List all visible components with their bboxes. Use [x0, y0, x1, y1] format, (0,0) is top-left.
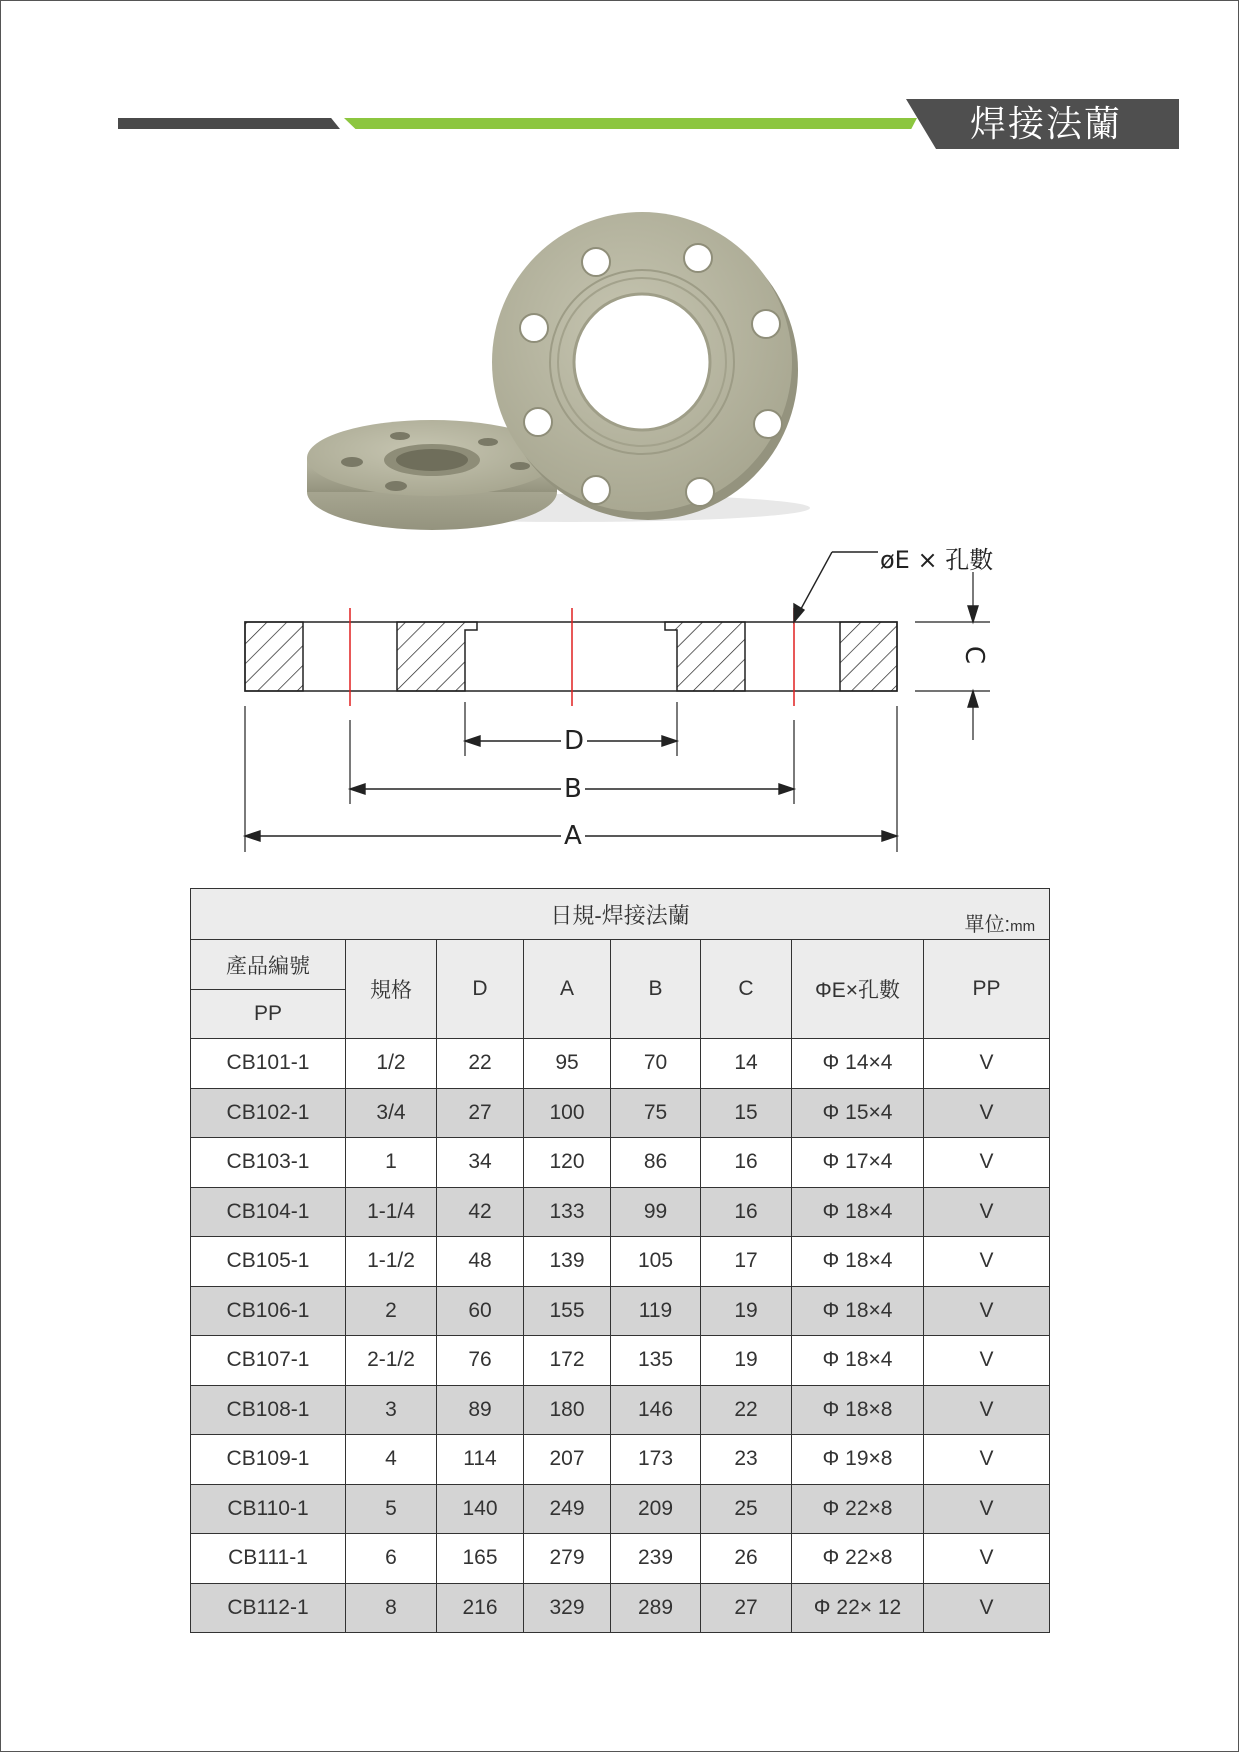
- cell-a: 95: [524, 1039, 611, 1089]
- cell-holes: Φ 22× 12: [792, 1583, 924, 1633]
- cell-d: 48: [437, 1237, 524, 1287]
- table-row: [191, 1435, 1050, 1485]
- table-row: [191, 1237, 1050, 1287]
- flange-outline: [245, 622, 897, 691]
- header-bar-dark: [118, 118, 340, 129]
- cell-size: 1-1/4: [346, 1187, 437, 1237]
- cell-c: 19: [701, 1336, 792, 1386]
- cell-b: 75: [611, 1088, 701, 1138]
- cell-b: 146: [611, 1385, 701, 1435]
- cell-holes: Φ 18×4: [792, 1286, 924, 1336]
- cell-code: CB109-1: [191, 1435, 346, 1485]
- header-holes: ΦE×孔數: [792, 940, 924, 1039]
- cell-code: CB104-1: [191, 1187, 346, 1237]
- dim-b-label: B: [561, 776, 585, 802]
- cell-pp: V: [924, 1583, 1050, 1633]
- cell-size: 1-1/2: [346, 1237, 437, 1287]
- table-row: [191, 1385, 1050, 1435]
- page-title: 焊接法蘭: [970, 103, 1123, 144]
- spec-table: [190, 888, 1050, 1633]
- header-b: B: [611, 940, 701, 1039]
- cell-size: 2: [346, 1286, 437, 1336]
- table-row: [191, 1039, 1050, 1089]
- cell-b: 99: [611, 1187, 701, 1237]
- dim-c-label: C: [961, 643, 987, 667]
- table-row: [191, 1534, 1050, 1584]
- cell-a: 279: [524, 1534, 611, 1584]
- cell-a: 155: [524, 1286, 611, 1336]
- cell-d: 140: [437, 1484, 524, 1534]
- cell-b: 135: [611, 1336, 701, 1386]
- cell-d: 89: [437, 1385, 524, 1435]
- table-row: [191, 1088, 1050, 1138]
- cell-size: 2-1/2: [346, 1336, 437, 1386]
- table-row: [191, 1336, 1050, 1386]
- cell-holes: Φ 22×8: [792, 1484, 924, 1534]
- table-body: [191, 1039, 1050, 1633]
- cell-code: CB110-1: [191, 1484, 346, 1534]
- cell-size: 1/2: [346, 1039, 437, 1089]
- table-row: [191, 1286, 1050, 1336]
- cell-a: 120: [524, 1138, 611, 1188]
- cell-d: 165: [437, 1534, 524, 1584]
- cell-pp: V: [924, 1435, 1050, 1485]
- cell-size: 8: [346, 1583, 437, 1633]
- header-material: PP: [191, 990, 346, 1039]
- cell-pp: V: [924, 1039, 1050, 1089]
- cell-a: 207: [524, 1435, 611, 1485]
- cell-size: 1: [346, 1138, 437, 1188]
- cell-d: 114: [437, 1435, 524, 1485]
- header-c: C: [701, 940, 792, 1039]
- header-product-code: 產品編號: [191, 940, 346, 990]
- header-pp: PP: [924, 940, 1050, 1039]
- cell-a: 172: [524, 1336, 611, 1386]
- cell-holes: Φ 18×4: [792, 1237, 924, 1287]
- table-row: [191, 1138, 1050, 1188]
- cell-c: 17: [701, 1237, 792, 1287]
- cell-pp: V: [924, 1385, 1050, 1435]
- table-row: [191, 1187, 1050, 1237]
- cell-code: CB108-1: [191, 1385, 346, 1435]
- cell-size: 3/4: [346, 1088, 437, 1138]
- cell-b: 70: [611, 1039, 701, 1089]
- cell-holes: Φ 17×4: [792, 1138, 924, 1188]
- cell-code: CB111-1: [191, 1534, 346, 1584]
- cell-b: 289: [611, 1583, 701, 1633]
- cell-a: 329: [524, 1583, 611, 1633]
- cell-a: 139: [524, 1237, 611, 1287]
- cell-pp: V: [924, 1534, 1050, 1584]
- cell-c: 23: [701, 1435, 792, 1485]
- cell-a: 249: [524, 1484, 611, 1534]
- cell-code: CB101-1: [191, 1039, 346, 1089]
- cell-size: 3: [346, 1385, 437, 1435]
- cell-b: 119: [611, 1286, 701, 1336]
- cell-c: 16: [701, 1138, 792, 1188]
- cross-section-drawing: [220, 530, 1020, 860]
- cell-holes: Φ 19×8: [792, 1435, 924, 1485]
- cell-c: 14: [701, 1039, 792, 1089]
- table-caption: [191, 889, 1050, 940]
- cell-a: 180: [524, 1385, 611, 1435]
- table-unit: 單位:mm: [964, 914, 1036, 936]
- cell-holes: Φ 18×4: [792, 1336, 924, 1386]
- cell-c: 19: [701, 1286, 792, 1336]
- cell-code: CB102-1: [191, 1088, 346, 1138]
- cell-holes: Φ 18×8: [792, 1385, 924, 1435]
- cell-pp: V: [924, 1484, 1050, 1534]
- cell-code: CB103-1: [191, 1138, 346, 1188]
- table-title: 日規-焊接法蘭: [550, 902, 690, 928]
- cell-b: 86: [611, 1138, 701, 1188]
- cell-a: 100: [524, 1088, 611, 1138]
- cell-d: 22: [437, 1039, 524, 1089]
- cell-pp: V: [924, 1286, 1050, 1336]
- cell-holes: Φ 14×4: [792, 1039, 924, 1089]
- cell-holes: Φ 22×8: [792, 1534, 924, 1584]
- table-row: [191, 1583, 1050, 1633]
- cell-c: 15: [701, 1088, 792, 1138]
- cell-code: CB112-1: [191, 1583, 346, 1633]
- cell-c: 16: [701, 1187, 792, 1237]
- cell-c: 22: [701, 1385, 792, 1435]
- cell-pp: V: [924, 1237, 1050, 1287]
- cell-size: 6: [346, 1534, 437, 1584]
- flange-photo: [290, 210, 850, 540]
- table-row: [191, 1484, 1050, 1534]
- cell-pp: V: [924, 1187, 1050, 1237]
- header-d: D: [437, 940, 524, 1039]
- cell-b: 239: [611, 1534, 701, 1584]
- header-size: 規格: [346, 940, 437, 1039]
- dim-d-label: D: [561, 728, 587, 754]
- cell-d: 60: [437, 1286, 524, 1336]
- cell-d: 34: [437, 1138, 524, 1188]
- hole-callout: øE × 孔數: [880, 546, 994, 574]
- cell-code: CB105-1: [191, 1237, 346, 1287]
- cell-c: 25: [701, 1484, 792, 1534]
- cell-d: 76: [437, 1336, 524, 1386]
- cell-d: 27: [437, 1088, 524, 1138]
- cell-size: 4: [346, 1435, 437, 1485]
- cell-b: 209: [611, 1484, 701, 1534]
- header-a: A: [524, 940, 611, 1039]
- cell-code: CB106-1: [191, 1286, 346, 1336]
- cell-pp: V: [924, 1088, 1050, 1138]
- cell-code: CB107-1: [191, 1336, 346, 1386]
- cell-holes: Φ 15×4: [792, 1088, 924, 1138]
- cell-size: 5: [346, 1484, 437, 1534]
- cell-c: 27: [701, 1583, 792, 1633]
- cell-pp: V: [924, 1138, 1050, 1188]
- cell-pp: V: [924, 1336, 1050, 1386]
- cell-d: 42: [437, 1187, 524, 1237]
- header-bar-green: [344, 118, 917, 129]
- cell-d: 216: [437, 1583, 524, 1633]
- cell-holes: Φ 18×4: [792, 1187, 924, 1237]
- cell-c: 26: [701, 1534, 792, 1584]
- cell-b: 105: [611, 1237, 701, 1287]
- dim-a-label: A: [561, 823, 585, 849]
- cell-a: 133: [524, 1187, 611, 1237]
- cell-b: 173: [611, 1435, 701, 1485]
